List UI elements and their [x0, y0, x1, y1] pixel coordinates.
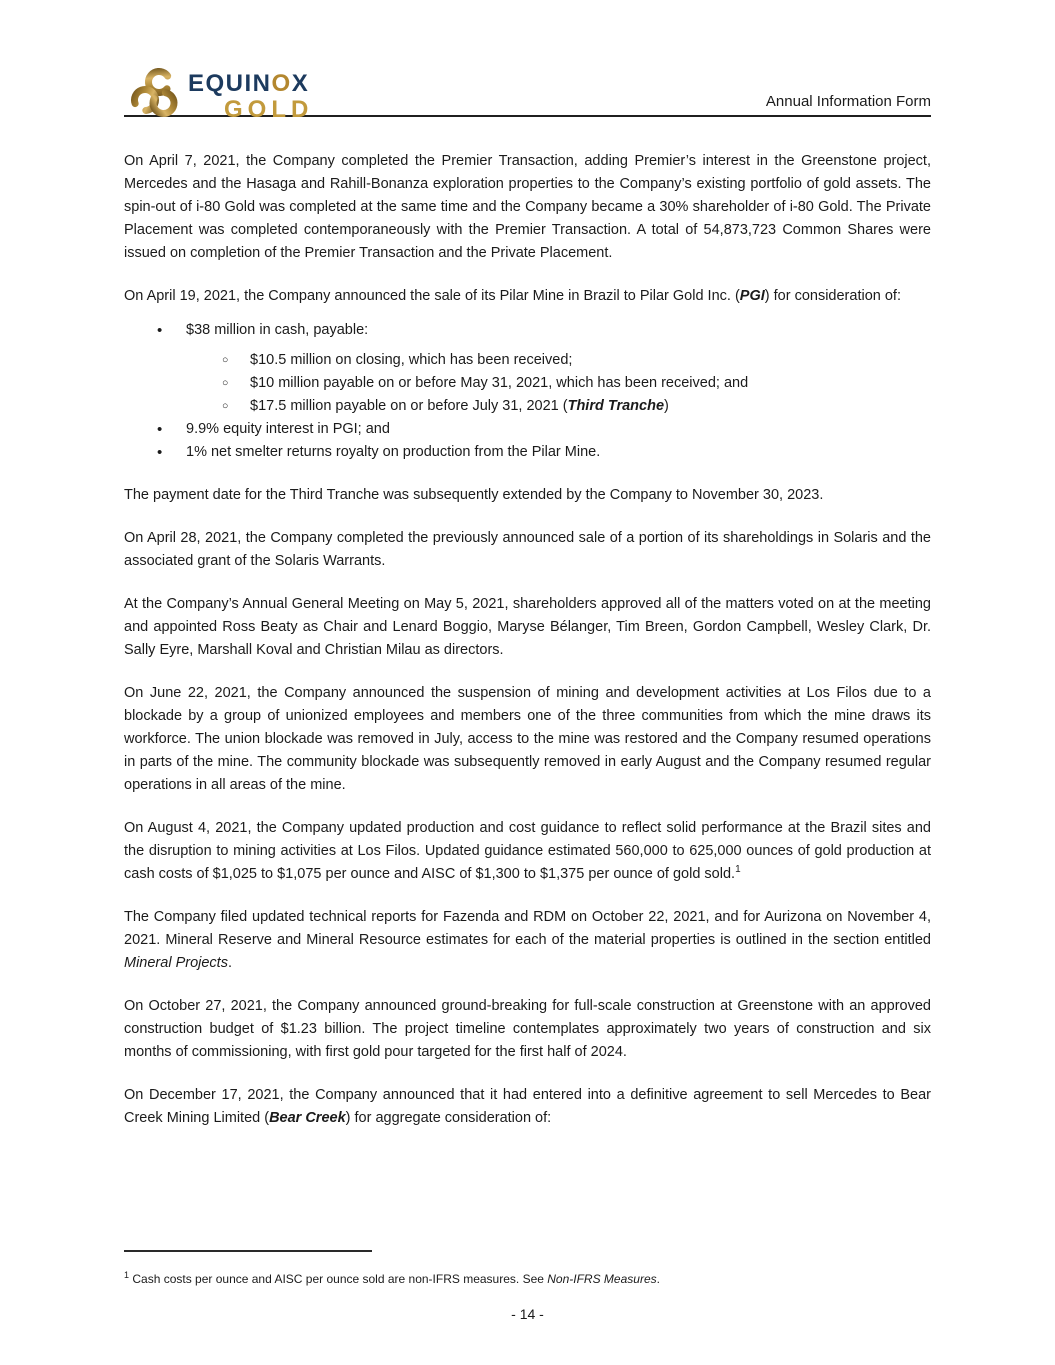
consideration-list [124, 319, 931, 464]
document-title: Annual Information Form [765, 93, 931, 110]
logo-text-run: EQUIN [188, 70, 272, 97]
list-item-first-tranche [124, 349, 931, 372]
page-number: - 14 - [511, 1306, 544, 1322]
list-item-text: 1% net smelter returns royalty on production from the Pilar Mine. [186, 444, 601, 460]
section-reference-non-ifrs: Non-IFRS Measures [547, 1272, 657, 1286]
paragraph-april-28: On April 28, 2021, the Company completed the previously announced sale of a portion of its shareholdings in Solaris and the associated grant of the Solaris Warrants. [124, 530, 931, 569]
text-run: ) for consideration of: [764, 288, 901, 304]
footnote-number: 1 [124, 1270, 130, 1280]
paragraph-technical-reports [124, 906, 931, 975]
text-run: On April 19, 2021, the Company announced the sale of its Pilar Mine in Brazil to Pilar Gold Inc. ( [124, 288, 740, 304]
list-item-text: $10.5 million on closing, which has been received; [250, 352, 573, 368]
defined-term-third-tranche: Third Tranche [567, 398, 665, 414]
logo-word-equinox [188, 72, 313, 96]
text-run: $17.5 million payable on or before July 31, 2021 ( [250, 398, 568, 414]
list-item-third-tranche [124, 395, 931, 418]
paragraph-december-17 [124, 1084, 931, 1130]
payment-schedule-sublist [124, 349, 931, 418]
list-item-cash [124, 319, 931, 342]
paragraph-payment-date: The payment date for the Third Tranche was subsequently extended by the Company to November 30, 2023. [124, 487, 824, 503]
bullet-icon: • [157, 444, 163, 461]
list-item-text: $10 million payable on or before May 31, 2021, which has been received; and [250, 375, 749, 391]
text-run: The Company filed updated technical reports for Fazenda and RDM on October 22, 2021, and for Aurizona on November 4, 2021. Mineral Reserve and Mineral Resource estimates for each of the material properties is outlined in the section entitled [124, 909, 931, 948]
text-run: On December 17, 2021, the Company announced that it had entered into a definitive agreement to sell Mercedes to Bear Creek Mining Limited ( [124, 1087, 931, 1126]
equinox-gold-logo [130, 66, 313, 126]
list-item-text: $38 million in cash, payable: [186, 322, 369, 338]
bullet-icon: • [157, 322, 163, 339]
footnote-text-end: . [656, 1272, 660, 1286]
circle-bullet-icon: ○ [222, 377, 229, 389]
gold-knot-icon [130, 66, 182, 126]
logo-gold-o: O [271, 70, 292, 97]
footnote-reference: 1 [735, 864, 741, 876]
list-item-royalty [124, 441, 931, 464]
logo-wordmark [188, 66, 313, 122]
paragraph-june-22: On June 22, 2021, the Company announced the suspension of mining and development activities at Los Filos due to a blockade by a group of unionized employees and members one of the three communities from which the mine draws its workforce. The union blockade was removed in July, access to the mine was restored and the Company resumed operations in parts of the mine. The community blockade was subsequently removed in early August and the Company resumed regular operations in all areas of the mine. [124, 685, 931, 793]
defined-term-pgi: PGI [739, 288, 765, 304]
bullet-icon: • [157, 421, 163, 438]
text-run: ) for aggregate consideration of: [345, 1110, 552, 1126]
page-body [124, 150, 931, 1150]
footnote-text: Cash costs per ounce and AISC per ounce sold are non-IFRS measures. See [132, 1272, 548, 1286]
list-item-second-tranche [124, 372, 931, 395]
footnote-separator [124, 1250, 372, 1252]
paragraph-october-27: On October 27, 2021, the Company announced ground-breaking for full-scale construction at Greenstone with an approved construction budget of $1.23 billion. The project timeline contemplates approximately two years of construction and six months of commissioning, with first gold pour targeted for the first half of 2024. [124, 998, 931, 1060]
text-run: On August 4, 2021, the Company updated production and cost guidance to reflect solid performance at the Brazil sites and the disruption to mining activities at Los Filos. Updated guidance estimated 560,000 to 625,000 ounces of gold production at cash costs of $1,025 to $1,075 per ounce and AISC of $1,300 to $1,375 per ounce of gold sold. [124, 820, 931, 882]
paragraph-august-4 [124, 817, 931, 886]
logo-word-gold: GOLD [224, 96, 314, 123]
list-item-equity [124, 418, 931, 441]
text-run: . [227, 955, 232, 971]
paragraph-april-7: On April 7, 2021, the Company completed the Premier Transaction, adding Premier’s interest in the Greenstone project, Mercedes and the Hasaga and Rahill-Bonanza exploration properties to the Company’s existing portfolio of gold assets. The spin-out of i-80 Gold was completed at the same time and the Company became a 30% shareholder of i-80 Gold. The Private Placement was completed contemporaneously with the Premier Transaction. A total of 54,873,723 Common Shares were issued on completion of the Premier Transaction and the Private Placement. [124, 153, 931, 261]
text-run: ) [664, 398, 669, 414]
circle-bullet-icon: ○ [222, 354, 229, 366]
paragraph-april-19 [124, 285, 931, 308]
logo-text-run: X [291, 70, 310, 97]
circle-bullet-icon: ○ [222, 400, 229, 412]
paragraph-agm: At the Company’s Annual General Meeting on May 5, 2021, shareholders approved all of the matters voted on at the meeting and appointed Ross Beaty as Chair and Lenard Boggio, Maryse Bélanger, Tim Breen, Gordon Campbell, Wesley Clark, Dr. Sally Eyre, Marshall Koval and Christian Milau as directors. [124, 596, 931, 658]
section-reference-mineral-projects: Mineral Projects [124, 955, 228, 971]
list-item-text [250, 398, 669, 414]
defined-term-bear-creek: Bear Creek [269, 1110, 346, 1126]
list-item-text: 9.9% equity interest in PGI; and [186, 421, 390, 437]
footnote-1 [124, 1270, 931, 1288]
